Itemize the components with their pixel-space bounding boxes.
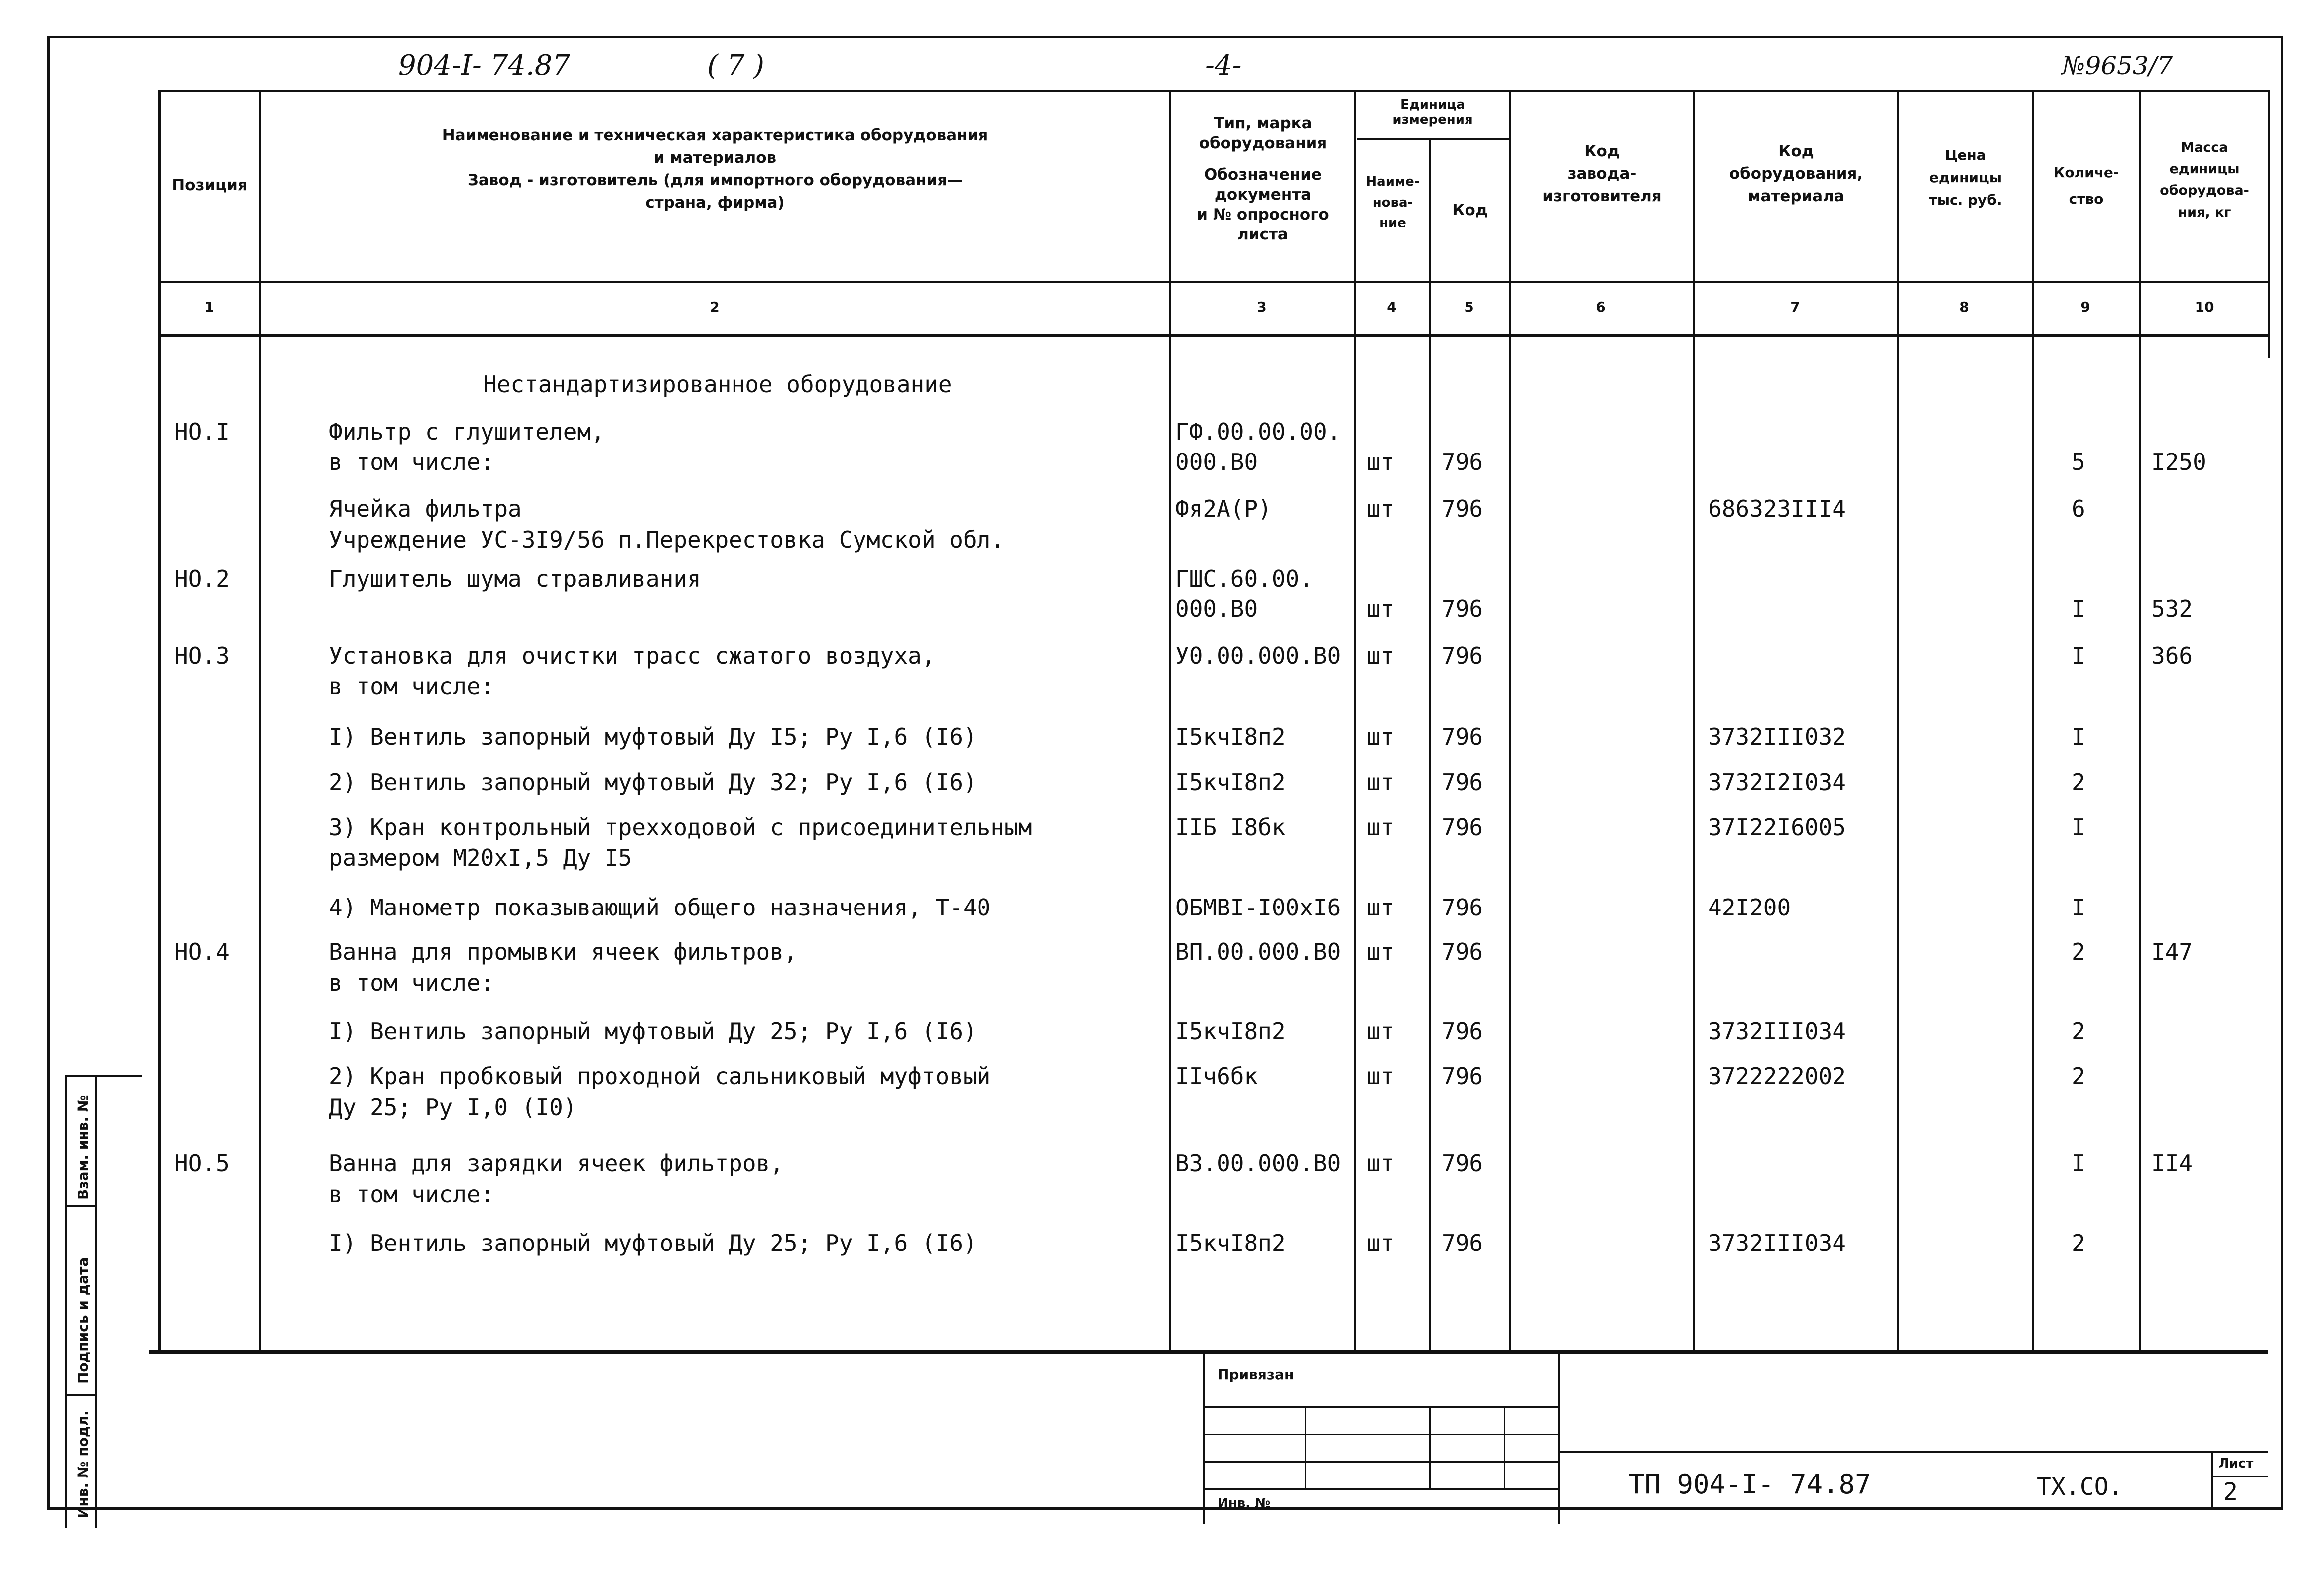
- header-unit-group-line1: Единица: [1400, 97, 1465, 112]
- section-title: Нестандартизированное оборудование: [483, 371, 952, 398]
- cell-unit: шт: [1367, 814, 1395, 841]
- col-line-3: [1354, 90, 1356, 1354]
- col-number-4: 4: [1387, 299, 1397, 315]
- header-col9-line2: ство: [2069, 191, 2104, 208]
- side-stamp-div2: [65, 1394, 97, 1396]
- cell-type: ГФ.00.00.00.: [1175, 418, 1341, 445]
- header-col2-line4: страна, фирма): [645, 193, 785, 212]
- cell-position: НО.5: [174, 1150, 230, 1177]
- cell-unit: шт: [1367, 642, 1395, 669]
- cell-type: У0.00.000.В0: [1175, 642, 1341, 669]
- cell-type: ОБМВI-I00xI6: [1175, 894, 1341, 921]
- header-col3-line2: оборудования: [1199, 134, 1327, 153]
- cell-type: IIч6бк: [1175, 1063, 1258, 1090]
- col-number-2: 2: [710, 299, 720, 315]
- col-line-6: [1693, 90, 1695, 1354]
- cell-unit: шт: [1367, 1018, 1395, 1045]
- cell-mass: I250: [2151, 449, 2206, 475]
- cell-unit: шт: [1367, 938, 1395, 965]
- col-number-5: 5: [1464, 299, 1474, 315]
- cell-unit-code: 796: [1442, 894, 1483, 921]
- header-col3-line5: и № опросного: [1197, 206, 1329, 224]
- side-label-signature-date: Подпись и дата: [75, 1257, 91, 1384]
- header-col3-line6: листа: [1237, 226, 1288, 244]
- cell-type: 000.В0: [1175, 449, 1258, 475]
- cell-unit: шт: [1367, 723, 1395, 750]
- header-col3-line3: Обозначение: [1204, 165, 1322, 184]
- cell-quantity: 6: [2072, 495, 2085, 522]
- header-col4-line3: ние: [1379, 216, 1406, 231]
- side-label-replace-inv: Взам. инв. №: [75, 1095, 91, 1200]
- cell-name: I) Вентиль запорный муфтовый Ду 25; Ру I,6 (I6): [329, 1230, 977, 1256]
- header-col10-line3: оборудова-: [2160, 183, 2249, 199]
- cell-equipment-code: 3732III034: [1708, 1018, 1846, 1045]
- table-top-line: [158, 90, 2270, 92]
- cell-name: в том числе:: [329, 449, 494, 475]
- cell-unit: шт: [1367, 595, 1395, 622]
- cell-type: IIБ I8бк: [1175, 814, 1286, 841]
- cell-name: Ду 25; Ру I,0 (I0): [329, 1094, 577, 1121]
- cell-unit: шт: [1367, 495, 1395, 522]
- cell-name: Фильтр с глушителем,: [329, 418, 605, 445]
- header-bottom-line: [158, 281, 2270, 283]
- cell-unit-code: 796: [1442, 1150, 1483, 1177]
- header-col8-line3: тыс. руб.: [1929, 191, 2002, 208]
- header-col4-line1: Наиме-: [1366, 174, 1420, 189]
- header-col6-line1: Код: [1584, 142, 1620, 160]
- cell-name: в том числе:: [329, 1181, 494, 1208]
- attached-label: Привязан: [1218, 1366, 1294, 1383]
- cell-position: НО.4: [174, 938, 230, 965]
- cell-quantity: I: [2072, 894, 2085, 921]
- cell-type: I5кчI8п2: [1175, 769, 1286, 795]
- tb-code-top: [1559, 1451, 2268, 1453]
- cell-type: I5кчI8п2: [1175, 1018, 1286, 1045]
- cell-unit: шт: [1367, 1150, 1395, 1177]
- cell-type: Фя2А(Р): [1175, 495, 1272, 522]
- cell-quantity: I: [2072, 723, 2085, 750]
- unit-group-line: [1357, 138, 1511, 140]
- cell-unit: шт: [1367, 769, 1395, 795]
- col-number-6: 6: [1596, 299, 1606, 315]
- side-label-inv-orig: Инв. № подл.: [75, 1410, 91, 1518]
- cell-unit: шт: [1367, 449, 1395, 475]
- cell-quantity: 2: [2072, 1018, 2085, 1045]
- cell-name: Глушитель шума стравливания: [329, 566, 701, 592]
- cell-name: 3) Кран контрольный трехходовой с присоединительным: [329, 814, 1032, 841]
- cell-type: В3.00.000.В0: [1175, 1150, 1341, 1177]
- col-line-2: [1169, 90, 1171, 1354]
- cell-name: в том числе:: [329, 673, 494, 700]
- sheet-label: Лист: [2218, 1456, 2254, 1471]
- header-unit-group-line2: измерения: [1392, 113, 1473, 128]
- side-stamp-top: [65, 1075, 142, 1077]
- cell-quantity: I: [2072, 642, 2085, 669]
- frame-top: [47, 36, 2283, 38]
- footer-doc-code: ТП 904-I- 74.87: [1628, 1469, 1871, 1500]
- page-number: -4-: [1205, 49, 1242, 82]
- header-col1: Позиция: [172, 176, 247, 194]
- cell-unit-code: 796: [1442, 449, 1483, 475]
- cell-unit: шт: [1367, 894, 1395, 921]
- header-col3-line4: документа: [1214, 185, 1312, 204]
- header-col2-line2: и материалов: [653, 148, 777, 167]
- tb-v2: [1429, 1406, 1431, 1488]
- cell-quantity: 2: [2072, 769, 2085, 795]
- header-col3-line1: Тип, марка: [1214, 114, 1312, 132]
- cell-type: I5кчI8п2: [1175, 723, 1286, 750]
- col-number-3: 3: [1257, 299, 1267, 315]
- cell-position: НО.2: [174, 566, 230, 592]
- cell-mass: II4: [2151, 1150, 2193, 1177]
- col-line-8: [2032, 90, 2034, 1354]
- cell-unit-code: 796: [1442, 1063, 1483, 1090]
- cell-position: НО.I: [174, 418, 230, 445]
- cell-equipment-code: 686323III4: [1708, 495, 1846, 522]
- title-block-top: [149, 1350, 2268, 1354]
- doc-number: 904-I- 74.87: [398, 49, 570, 82]
- tb-sheet-mid: [2211, 1476, 2268, 1477]
- side-stamp-mid: [95, 1075, 97, 1528]
- cell-name: Ячейка фильтра: [329, 495, 522, 522]
- inventory-number: №9653/7: [2062, 51, 2173, 80]
- cell-quantity: I: [2072, 814, 2085, 841]
- footer-section: ТХ.СО.: [2037, 1473, 2123, 1501]
- cell-mass: I47: [2151, 938, 2193, 965]
- cell-quantity: 5: [2072, 449, 2085, 475]
- cell-equipment-code: 3732III034: [1708, 1230, 1846, 1256]
- cell-quantity: 2: [2072, 1063, 2085, 1090]
- cell-name: Ванна для зарядки ячеек фильтров,: [329, 1150, 784, 1177]
- cell-unit-code: 796: [1442, 642, 1483, 669]
- col-line-7: [1897, 90, 1899, 1354]
- col-number-1: 1: [204, 299, 214, 315]
- cell-type: 000.В0: [1175, 595, 1258, 622]
- frame-right: [2281, 36, 2283, 1509]
- side-stamp-div1: [65, 1205, 97, 1207]
- header-col5: Код: [1452, 201, 1488, 219]
- header-col2-line1: Наименование и техническая характеристика оборудования: [442, 126, 988, 144]
- cell-unit-code: 796: [1442, 495, 1483, 522]
- cell-unit: шт: [1367, 1230, 1395, 1256]
- header-col10-line1: Масса: [2181, 140, 2228, 155]
- col-number-10: 10: [2195, 299, 2214, 315]
- header-col7-line3: материала: [1748, 187, 1844, 205]
- col-line-1: [259, 90, 261, 1354]
- cell-name: 4) Манометр показывающий общего назначения, Т-40: [329, 894, 991, 921]
- cell-equipment-code: 3732III032: [1708, 723, 1846, 750]
- cell-unit-code: 796: [1442, 769, 1483, 795]
- cell-type: I5кчI8п2: [1175, 1230, 1286, 1256]
- cell-mass: 366: [2151, 642, 2193, 669]
- copy-number: ( 7 ): [707, 49, 764, 82]
- header-col7-line1: Код: [1778, 142, 1814, 160]
- cell-unit-code: 796: [1442, 938, 1483, 965]
- col-line-5: [1509, 90, 1511, 1354]
- header-col7-line2: оборудования,: [1729, 164, 1863, 183]
- cell-unit-code: 796: [1442, 1230, 1483, 1256]
- col-line-0: [158, 90, 161, 1354]
- col-number-7: 7: [1790, 299, 1800, 315]
- cell-name: Установка для очистки трасс сжатого воздуха,: [329, 642, 936, 669]
- col-numbers-bottom-line: [158, 334, 2270, 337]
- tb-sheet-left: [2211, 1451, 2213, 1508]
- col-line-4: [1429, 139, 1431, 1354]
- tb-h4: [1203, 1488, 1559, 1490]
- side-stamp-left: [65, 1075, 67, 1528]
- col-line-10: [2268, 90, 2270, 358]
- cell-name: I) Вентиль запорный муфтовый Ду 25; Ру I,6 (I6): [329, 1018, 977, 1045]
- header-col6-line3: изготовителя: [1542, 187, 1662, 205]
- cell-unit: шт: [1367, 1063, 1395, 1090]
- cell-name: размером M20xI,5 Ду I5: [329, 844, 632, 871]
- cell-quantity: 2: [2072, 938, 2085, 965]
- cell-name: 2) Вентиль запорный муфтовый Ду 32; Ру I,6 (I6): [329, 769, 977, 795]
- frame-left: [47, 36, 50, 1509]
- cell-mass: 532: [2151, 595, 2193, 622]
- cell-quantity: 2: [2072, 1230, 2085, 1256]
- cell-name: Ванна для промывки ячеек фильтров,: [329, 938, 798, 965]
- cell-quantity: I: [2072, 1150, 2085, 1177]
- tb-v1: [1305, 1406, 1306, 1488]
- cell-equipment-code: 3732I2I034: [1708, 769, 1846, 795]
- cell-type: ВП.00.000.В0: [1175, 938, 1341, 965]
- tb-mid: [1558, 1350, 1560, 1524]
- cell-name: Учреждение УС-3I9/56 п.Перекрестовка Сумской обл.: [329, 526, 1005, 553]
- header-col8-line1: Цена: [1945, 147, 1986, 163]
- header-col4-line2: нова-: [1372, 195, 1413, 210]
- col-number-8: 8: [1959, 299, 1969, 315]
- header-col10-line2: единицы: [2169, 161, 2240, 177]
- tb-left: [1203, 1350, 1205, 1524]
- header-col9-line1: Количе-: [2053, 164, 2119, 181]
- cell-name: в том числе:: [329, 969, 494, 996]
- cell-equipment-code: 3722222002: [1708, 1063, 1846, 1090]
- cell-name: I) Вентиль запорный муфтовый Ду I5; Ру I,6 (I6): [329, 723, 977, 750]
- header-col6-line2: завода-: [1567, 164, 1637, 183]
- header-col10-line4: ния, кг: [2178, 204, 2231, 220]
- cell-position: НО.3: [174, 642, 230, 669]
- header-col2-line3: Завод - изготовитель (для импортного оборудования—: [467, 171, 963, 189]
- frame-bottom: [47, 1507, 2283, 1510]
- cell-quantity: I: [2072, 595, 2085, 622]
- cell-equipment-code: 42I200: [1708, 894, 1791, 921]
- tb-v3: [1504, 1406, 1505, 1488]
- cell-type: ГШС.60.00.: [1175, 566, 1313, 592]
- cell-name: 2) Кран пробковый проходной сальниковый муфтовый: [329, 1063, 991, 1090]
- header-col8-line2: единицы: [1929, 169, 2002, 186]
- cell-unit-code: 796: [1442, 1018, 1483, 1045]
- cell-unit-code: 796: [1442, 723, 1483, 750]
- col-line-9: [2139, 90, 2141, 1354]
- cell-equipment-code: 37I22I6005: [1708, 814, 1846, 841]
- cell-unit-code: 796: [1442, 814, 1483, 841]
- cell-unit-code: 796: [1442, 595, 1483, 622]
- sheet-number: 2: [2223, 1478, 2238, 1506]
- inv-no-label: Инв. №: [1218, 1496, 1271, 1511]
- col-number-9: 9: [2080, 299, 2090, 315]
